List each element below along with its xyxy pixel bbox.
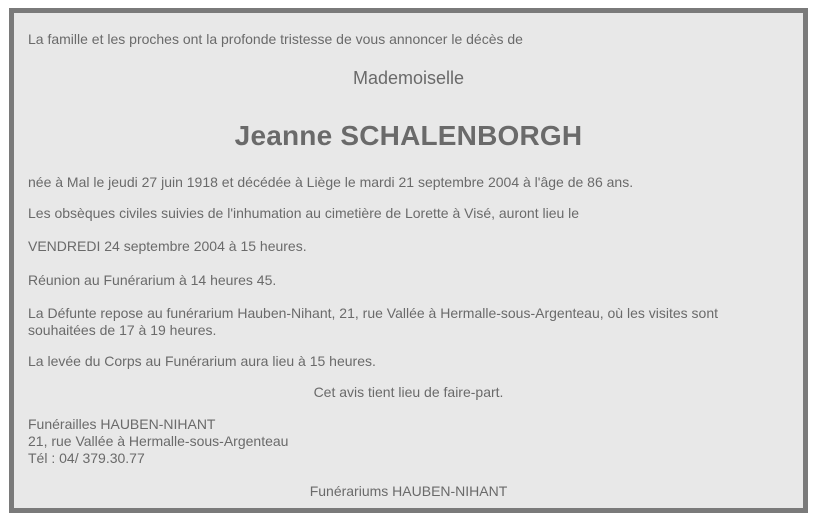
birth-death-text: née à Mal le jeudi 27 juin 1918 et décédée à Liège le mardi 21 septembre 2004 à l'âge de 86 ans. (28, 174, 634, 190)
undertaker-block (28, 416, 288, 467)
death-notice (9, 8, 808, 513)
footer-text: Funérariums HAUBEN-NIHANT (309, 483, 508, 499)
undertaker-name: Funérailles HAUBEN-NIHANT (28, 416, 216, 432)
rest-text-line-1: La Défunte repose au funérarium Hauben-Nihant, 21, rue Vallée à Hermalle-sous-Argenteau, où les visites sont (28, 305, 719, 321)
meeting-text: Réunion au Funérarium à 14 heures 45. (28, 272, 277, 288)
undertaker-address: 21, rue Vallée à Hermalle-sous-Argenteau (28, 433, 289, 449)
rest-text (28, 305, 768, 339)
funeral-intro-text: Les obsèques civiles suivies de l'inhumation au cimetière de Lorette à Visé, auront lieu le (28, 205, 580, 221)
rest-text-line-2: souhaitées de 17 à 19 heures. (28, 322, 217, 338)
deceased-title: Mademoiselle (352, 68, 465, 88)
faire-part-text: Cet avis tient lieu de faire-part. (313, 384, 504, 400)
deceased-name: Jeanne SCHALENBORGH (234, 120, 583, 151)
intro-text: La famille et les proches ont la profonde tristesse de vous annoncer le décès de (28, 31, 523, 47)
funeral-date-text: VENDREDI 24 septembre 2004 à 15 heures. (28, 238, 307, 254)
undertaker-phone: Tél : 04/ 379.30.77 (28, 450, 145, 466)
body-removal-text: La levée du Corps au Funérarium aura lieu à 15 heures. (28, 353, 376, 369)
